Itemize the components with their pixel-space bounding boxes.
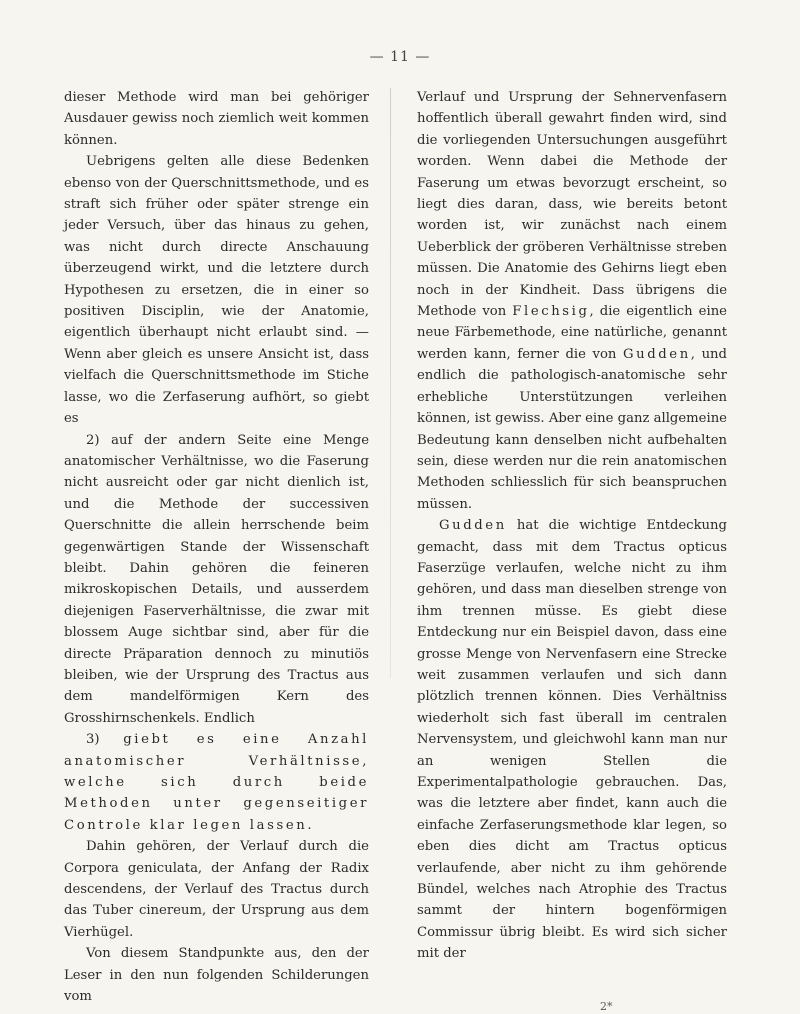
author-name-gudden: Gudden (622, 346, 691, 362)
text-run: , und endlich die pathologisch-anatomische sehr erhebliche Unterstützungen verleihen können, ist gewiss. Aber eine ganz allgemeine Bedeutung kann denselben nicht aufbehalten sein, diese werden nur die rein anatomischen Methoden schliesslich für sich beanspruchen müssen. (417, 346, 727, 512)
right-paragraph-2 (417, 515, 727, 965)
left-paragraph-4 (64, 729, 369, 836)
left-paragraph-3: 2) auf der andern Seite eine Menge anatomischer Verhältnisse, wo die Faserung nicht ausreicht oder gar nicht dienlich ist, und die Methode der successiven Querschnitte die allein herrschende beim gegenwärtigen Stande der Wissenschaft bleibt. Dahin gehören die feineren mikroskopischen Details, und ausserdem diejenigen Faserverhältnisse, die zwar mit blossem Auge sichtbar sind, aber für die directe Präparation dennoch zu minutiös bleiben, wie der Ursprung des Tractus aus dem mandelförmigen Kern des Grosshirnschenkels. Endlich (64, 432, 369, 726)
left-paragraph-6: Von diesem Standpunkte aus, den der Leser in den nun folgenden Schilderungen vom (64, 946, 369, 1005)
text-run: Verlauf und Ursprung der Sehnervenfasern hoffentlich überall gewahrt finden wird, sind die vorliegenden Untersuchungen ausgeführt worden. Wenn dabei die Methode der Faserung um etwas bevorzugt erscheint, so liegt dies daran, dass, wie bereits betont worden ist, wir zunächst nach einem Ueberblick der gröberen Verhältnisse streben müssen. Die Anatomie des Gehirns liegt eben noch in der Kindheit. Dass übrigens die Methode von (417, 90, 727, 320)
list-number: 3) (86, 732, 124, 748)
left-column (64, 87, 369, 1007)
left-paragraph-2: Uebrigens gelten alle diese Bedenken ebenso von der Querschnittsmethode, und es straft sich früher oder später strenge ein jeder Versuch, über das hinaus zu gehen, was nicht durch directe Anschauung überzeugend wirkt, und die letztere durch Hypothesen zu ersetzen, die in einer so positiven Disciplin, wie der Anatomie, eigentlich überhaupt nicht erlaubt sind. — Wenn aber gleich es unsere Ansicht ist, dass vielfach die Querschnittsmethode im Stiche lasse, wo die Zerfaserung aufhört, so giebt es (64, 154, 369, 427)
page-number-header: — 11 — (369, 49, 431, 65)
author-name-gudden: Gudden (439, 518, 507, 534)
column-divider (390, 88, 391, 678)
author-name-flechsig: Flechsig (512, 304, 590, 320)
right-column (417, 87, 727, 965)
left-paragraph-5: Dahin gehören, der Verlauf durch die Corpora geniculata, der Anfang der Radix descendens, der Verlauf des Tractus durch das Tuber cinereum, der Ursprung aus dem Vierhügel. (64, 839, 369, 940)
left-paragraph-1: dieser Methode wird man bei gehöriger Ausdauer gewiss noch ziemlich weit kommen können. (64, 90, 369, 148)
text-run: , die eigentlich eine neue Färbemethode, eine natürliche, genannt werden kann, ferner die von (417, 304, 727, 362)
text-run: hat die wichtige Entdeckung gemacht, dass mit dem Tractus opticus Faserzüge verlaufen, welche nicht zu ihm gehören, und dass man dieselben strenge von ihm trennen müsse. Es giebt diese Entdeckung nur ein Beispiel davon, dass eine grosse Menge von Nervenfasern eine Strecke weit zusammen verlaufen und sich dann plötzlich trennen können. Dies Verhältniss wiederholt sich fast überall im centralen Nervensystem, und gleichwohl kann man nur an wenigen Stellen die Experimentalpathologie gebrauchen. Das, was die letztere aber findet, kann auch die einfache Zerfaserungsmethode klar legen, so eben dies dicht am Tractus opticus verlaufende, aber nicht zu ihm gehörende Bündel, welches nach Atrophie des Tractus sammt der hintern bogenförmigen Commissur übrig bleibt. Es wird sich sicher mit der (417, 518, 727, 962)
emphasized-text: giebt es eine Anzahl anatomischer Verhältnisse, welche sich durch beide Methoden unter gegenseitiger Controle klar legen lassen. (64, 732, 369, 833)
signature-mark: 2* (600, 1000, 613, 1013)
right-paragraph-1 (417, 87, 727, 515)
